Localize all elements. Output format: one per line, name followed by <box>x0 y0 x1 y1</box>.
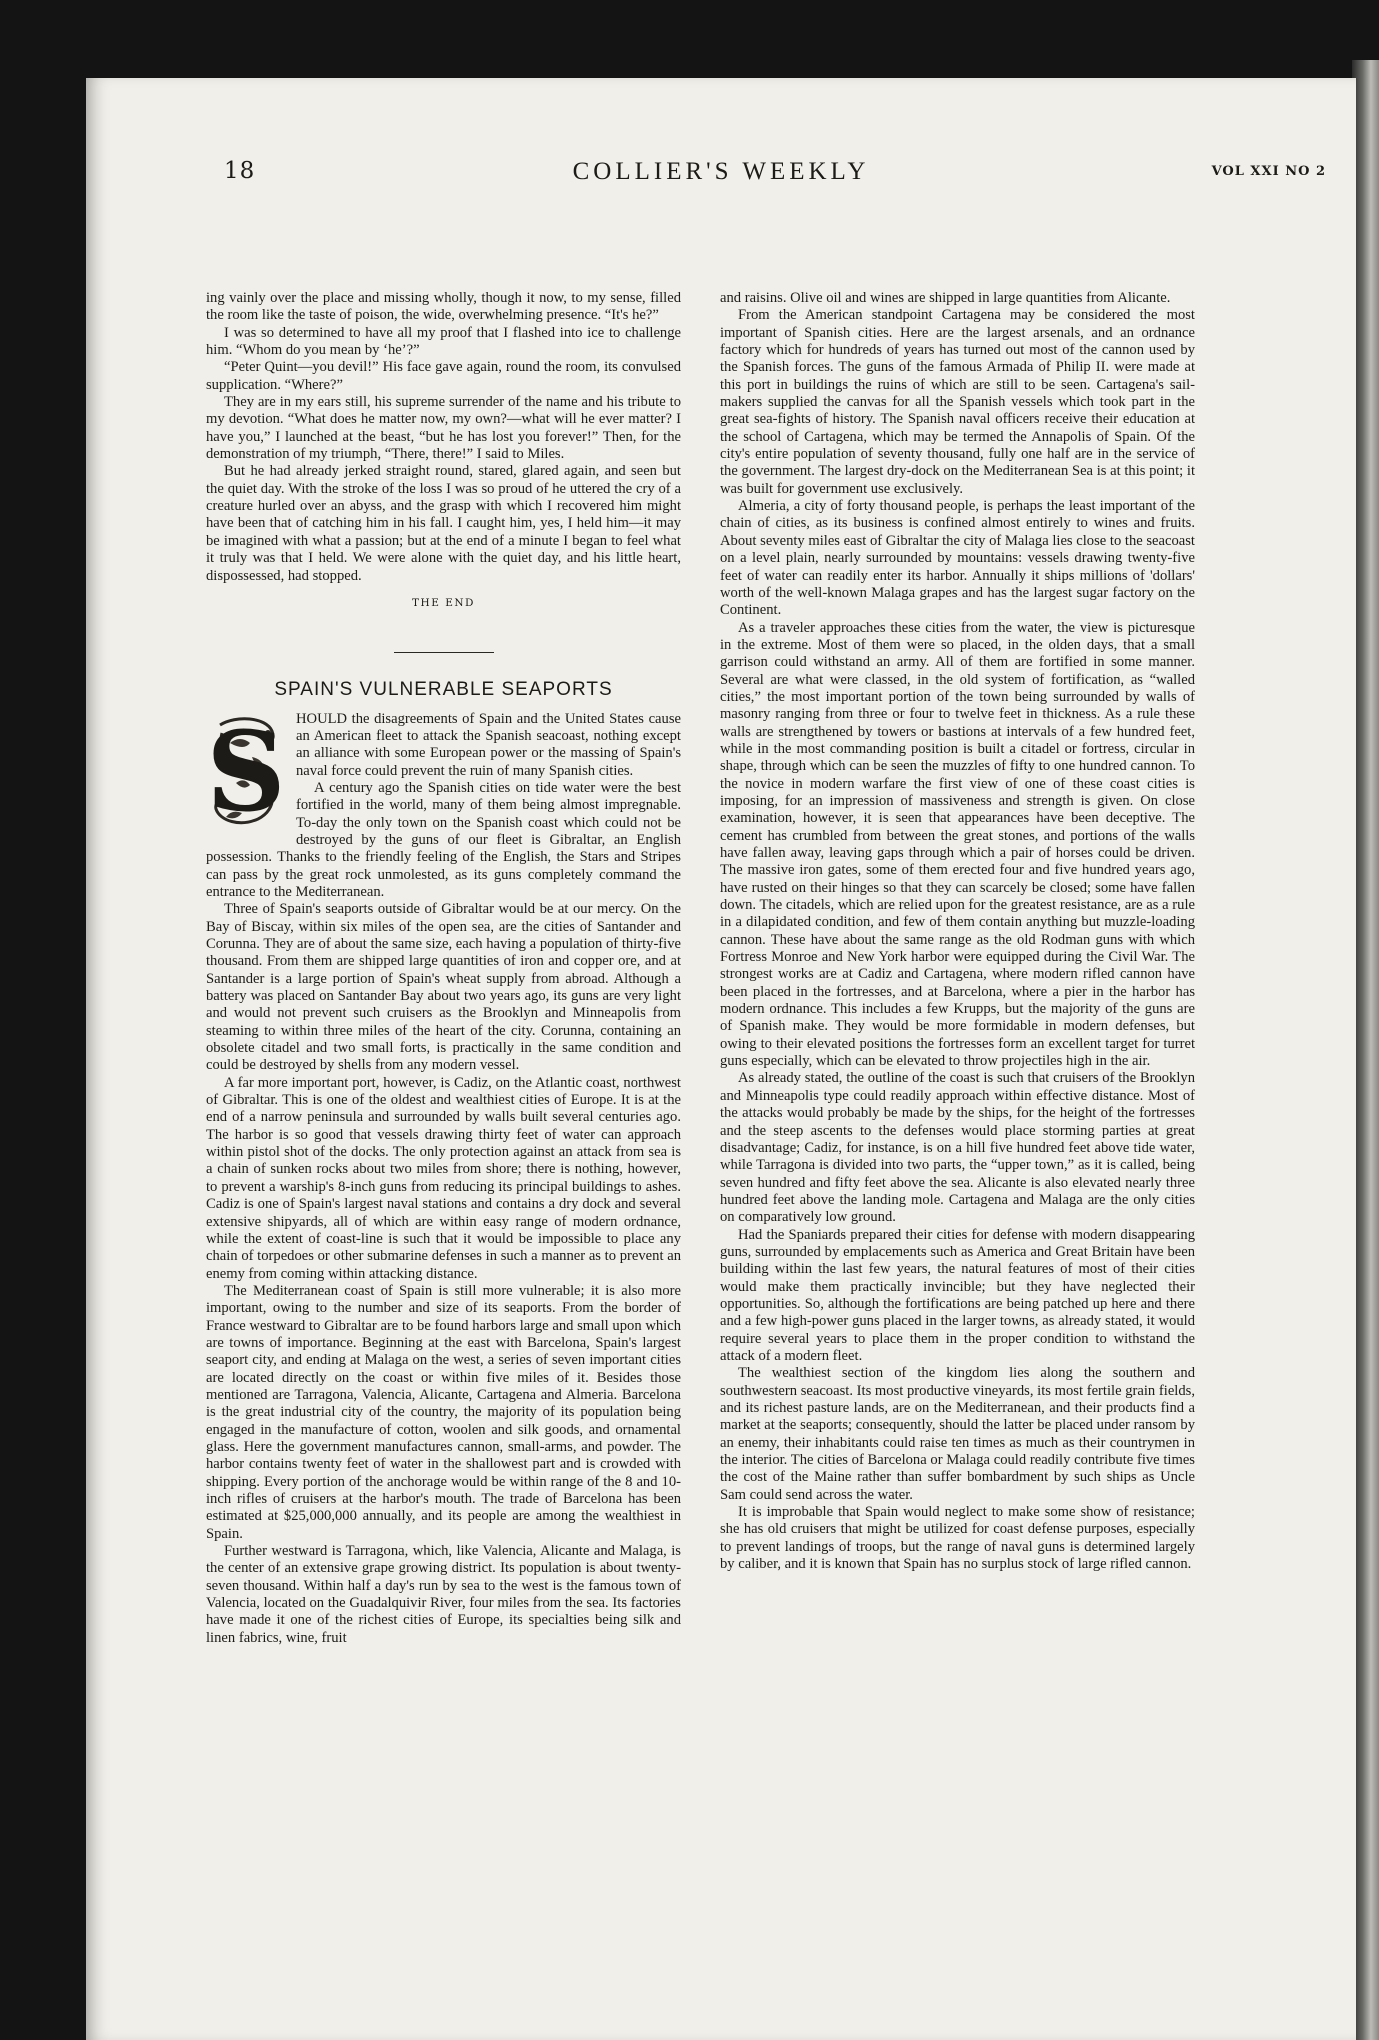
page-number: 18 <box>224 158 256 184</box>
volume-number: VOL XXI NO 2 <box>1211 164 1326 179</box>
article-lead: HOULD the disagreements of Spain and the United States cause an American fleet to attack the Spanish seacoast, nothing except an alliance with some European power or the massing of Spain's naval force could prevent the ruin of many Spanish cities. <box>296 710 681 779</box>
section-divider <box>394 652 494 653</box>
article-paragraph: A far more important port, however, is Cadiz, on the Atlantic coast, northwest of Gibraltar. This is one of the oldest and wealthiest cities of Europe. It is at the end of a narrow peninsula and surrounded by walls built several centuries ago. The harbor is so good that vessels drawing thirty feet of water can approach within pistol shot of the docks. The only protection against an attack from sea is a chain of sunken rocks about two miles from shore; there is nothing, however, to prevent a warship's 8-inch guns from reducing its principal buildings to ashes. Cadiz is one of Spain's largest naval stations and contains a dry dock and several extensive shipyards, all of which are within easy range of modern ordnance, while the extent of coast-line is such that it would be impossible to place any chain of torpedoes or other submarine defenses in such a manner as to prevent an enemy from coming within attacking distance. <box>206 1074 681 1282</box>
article-body-left <box>206 706 681 1648</box>
article-paragraph: As a traveler approaches these cities from the water, the view is picturesque in the extreme. Most of them were so placed, in the olden days, that a small garrison could withstand an army. All of them are fortified in some manner. Several are what were classed, in the old system of fortification, as “walled cities,” the most important portion of the town being surrounded by walls of masonry ranging from three or four to twelve feet in thickness. As a rule these walls are strengthened by towers or bastions at intervals of a few hundred feet, while in the most commanding position is built a citadel or fortress, circular in shape, through which can be seen the muzzles of fifty to one hundred cannon. To the novice in modern warfare the first view of one of these coast cities is imposing, for an impression of massiveness and strength is given. On close examination, however, it is seen that appearances have been deceptive. The cement has crumbled from between the great stones, and portions of the walls have fallen away, leaving gaps through which a pair of horses could be driven. The massive iron gates, some of them erected four and five hundred years ago, have rusted on their hinges so that they can scarcely be closed; some have fallen down. The citadels, which are relied upon for the greatest resistance, are as a rule in a dilapidated condition, and few of them contain anything but muzzle-loading cannon. These have about the same range as the old Rodman guns with which Fortress Monroe and New York harbor were equipped during the Civil War. The strongest works are at Cadiz and Cartagena, where modern rifled cannon have been placed in the fortresses, and at Barcelona, where a pier in the harbor has modern ordnance. This includes a few Krupps, but the majority of the guns are of Spanish make. They would be more formidable in modern defenses, but owing to their elevated positions the fortresses form an excellent target for turret guns especially, which can be elevated to throw projectiles high in the air. <box>720 619 1195 1070</box>
story-paragraph: I was so determined to have all my proof that I flashed into ice to challenge him. “Whom do you mean by ‘he’?” <box>206 324 681 359</box>
article-paragraph: The wealthiest section of the kingdom lies along the southern and southwestern seacoast. Its most productive vineyards, its most fertile grain fields, and its richest pasture lands, are on the Mediterranean, and their products find a market at the seaports; consequently, should the latter be placed under ransom by an enemy, their inhabitants could raise ten times as much as their countrymen in the interior. The cities of Barcelona or Malaga could readily contribute five times the cost of the Maine rather than suffer bombardment by such ships as Uncle Sam could send across the water. <box>720 1365 1195 1503</box>
article-paragraph: Almeria, a city of forty thousand people, is perhaps the least important of the chain of cities, as its business is confined almost entirely to wines and fruits. About seventy miles east of Gibraltar the city of Malaga lies close to the seacoast on a level plain, nearly surrounded by mountains: vessels drawing twenty-five feet of water can readily enter its harbor. Annually it ships millions of 'dollars' worth of the well-known Malaga grapes and has the largest sugar factory on the Continent. <box>720 498 1195 619</box>
article-paragraph: From the American standpoint Cartagena may be considered the most important of Spanish cities. Here are the largest arsenals, and an ordnance factory which for hundreds of years has turned out most of the cannon used by the Spanish forces. The guns of the famous Armada of Philip II. were made at this port in buildings the ruins of which are still to be seen. Cartagena's sail-makers supplied the canvas for all the Spanish vessels which took part in the great sea-fights of history. The Spanish naval officers receive their education at the school of Cartagena, which may be termed the Annapolis of Spain. Of the city's entire population of seventy thousand, fully one half are in the service of the government. The largest dry-dock on the Mediterranean Sea is at this point; it was built for government use exclusively. <box>720 307 1195 497</box>
ornamental-dropcap <box>206 706 286 836</box>
story-paragraph: ing vainly over the place and missing wholly, though it now, to my sense, filled the room like the taste of poison, the wide, overwhelming presence. “It's he?” <box>206 290 681 324</box>
article-paragraph: Had the Spaniards prepared their cities for defense with modern disappearing guns, surrounded by emplacements such as America and Great Britain have been building within the last few years, the natural features of most of their cities would make them practically invincible; but they have neglected their opportunities. So, although the fortifications are being patched up here and there and a few high-power guns placed in the larger towns, as already stated, it would require several years to place them in the proper condition to withstand the attack of a modern fleet. <box>720 1226 1195 1364</box>
the-end-label: THE END <box>412 596 475 609</box>
article-paragraph: It is improbable that Spain would neglect to make some show of resistance; she has old cruisers that might be utilized for coast defense purposes, especially to prevent landings of troops, but the range of naval guns is determined largely by caliber, and it is known that Spain has no surplus stock of large rifled cannon. <box>720 1504 1195 1573</box>
article-paragraph: As already stated, the outline of the coast is such that cruisers of the Brooklyn and Minneapolis type could readily approach within effective distance. Most of the attacks would probably be made by the ships, for the height of the fortresses and the steep ascents to the defenses would place storming parties at great disadvantage; Cadiz, for instance, is on a hill five hundred feet above tide water, while Tarragona is divided into two parts, the “upper town,” as it is called, being seven hundred and fifty feet above the sea. Alicante is also elevated nearly three hundred feet above the landing mole. Cartagena and Malaga are the only cities on comparatively low ground. <box>720 1070 1195 1226</box>
story-paragraph: They are in my ears still, his supreme surrender of the name and his tribute to my devotion. “What does he matter now, my own?—what will he ever matter? I have you,” I launched at the beast, “but he has lost you forever!” Then, for the demonstration of my triumph, “There, there!” I said to Miles. <box>206 394 681 463</box>
article-paragraph: A century ago the Spanish cities on tide water were the best fortified in the world, many of them being almost impregnable. To-day the only town on the Spanish coast which could not be destroyed by the guns of our fleet is Gibraltar, an English possession. Thanks to the friendly feeling of the English, the Stars and Stripes can pass by the great rock unmolested, as its guns completely command the entrance to the Mediterranean. <box>206 779 681 900</box>
article-paragraph: and raisins. Olive oil and wines are shipped in large quantities from Alicante. <box>720 290 1171 306</box>
left-column <box>206 290 681 1647</box>
dropcap-letter: S <box>206 706 286 836</box>
right-column <box>720 290 1195 1573</box>
article-paragraph: Further westward is Tarragona, which, like Valencia, Alicante and Malaga, is the center of an extensive grape growing district. Its population is about twenty-seven thousand. Within half a day's run by sea to the west is the famous town of Valencia, located on the Guadalquivir River, four miles from the sea. Its factories have made it one of the richest cities of Europe, its specialties being silk and linen fabrics, wine, fruit <box>206 1543 681 1646</box>
article-paragraph: Three of Spain's seaports outside of Gibraltar would be at our mercy. On the Bay of Biscay, within six miles of the open sea, are the cities of Santander and Corunna. They are of about the same size, each having a population of thirty-five thousand. From them are shipped large quantities of iron and copper ore, and at Santander is a large portion of Spain's wheat supply from abroad. Although a battery was placed on Santander Bay about two years ago, its guns are very light and would not prevent such cruisers as the Brooklyn and Minneapolis from steaming to within three miles of the heart of the city. Corunna, containing an obsolete citadel and two small forts, is practically in the same condition and could be destroyed by shells from any modern vessel. <box>206 901 681 1074</box>
masthead: COLLIER'S WEEKLY <box>572 158 870 185</box>
article-title: SPAIN'S VULNERABLE SEAPORTS <box>274 679 613 701</box>
scan-edge <box>1352 60 1379 2040</box>
page-header <box>86 78 1356 198</box>
magazine-page <box>86 78 1356 2040</box>
story-paragraph: “Peter Quint—you devil!” His face gave again, round the room, its convulsed supplication. “Where?” <box>206 359 681 393</box>
story-ending <box>206 290 681 653</box>
story-paragraph: But he had already jerked straight round, stared, glared again, and seen but the quiet day. With the stroke of the loss I was so proud of he uttered the cry of a creature hurled over an abyss, and the grasp with which I recovered him might have been that of catching him in his fall. I caught him, yes, I held him—it may be imagined with what a passion; but at the end of a minute I began to feel what it truly was that I held. We were alone with the quiet day, and his little heart, dispossessed, had stopped. <box>206 463 681 584</box>
article-paragraph: The Mediterranean coast of Spain is still more vulnerable; it is also more important, owing to the number and size of its seaports. From the border of France westward to Gibraltar are to be found harbors large and small upon which are towns of importance. Beginning at the east with Barcelona, Spain's largest seaport city, and ending at Malaga on the west, a series of seven important cities are located directly on the coast or within five miles of it. Besides those mentioned are Tarragona, Valencia, Alicante, Cartagena and Almeria. Barcelona is the great industrial city of the country, the majority of its population being engaged in the manufacture of cotton, woolen and silk goods, and ornamental glass. Here the government manufactures cannon, small-arms, and powder. The harbor contains twenty feet of water in the shallowest part and is crowded with shipping. Every portion of the anchorage would be within range of the 8 and 10-inch rifles of cruisers at the harbor's mouth. The trade of Barcelona has been estimated at $25,000,000 annually, and its people are among the wealthiest in Spain. <box>206 1282 681 1542</box>
